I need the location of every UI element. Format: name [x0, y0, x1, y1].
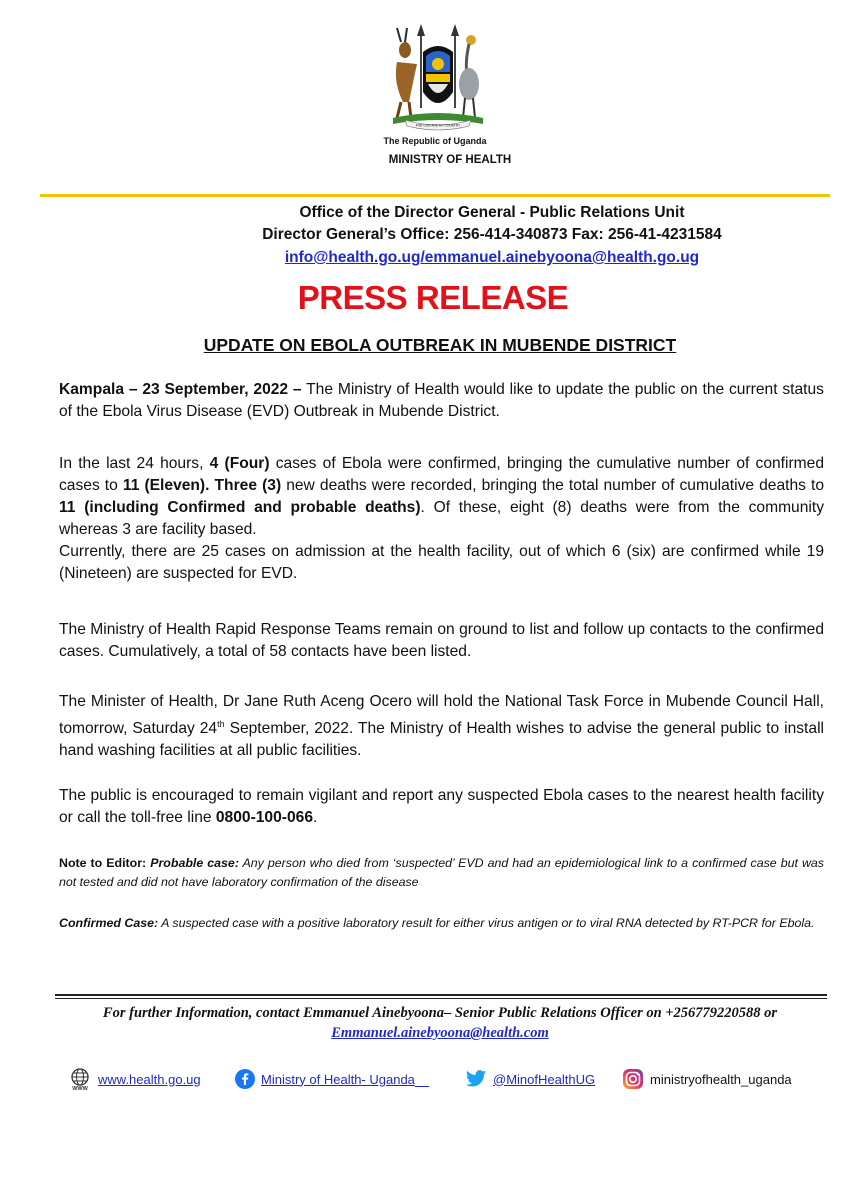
social-web[interactable]: [68, 1067, 201, 1091]
footer-divider-bottom: [55, 998, 827, 999]
office-line-2: Director General’s Office: 256-414-340873 Fax: 256-41-4231584: [262, 226, 722, 243]
paragraph-intro: Kampala – 23 September, 2022 – The Ministry of Health would like to update the public on the current status of the Ebola Virus Disease (EVD) Outbreak in Mubende District.: [59, 381, 824, 420]
footer-contact: For further Information, contact Emmanuel Ainebyoona– Senior Public Relations Officer on +256779220588 or: [102, 1005, 778, 1021]
ministry-label: MINISTRY OF HEALTH: [388, 154, 512, 166]
instagram-handle[interactable]: ministryofhealth_uganda: [650, 1071, 792, 1087]
facebook-link[interactable]: Ministry of Health- Uganda: [261, 1071, 415, 1087]
paragraph-cases: In the last 24 hours, 4 (Four) cases of Ebola were confirmed, bringing the cumulative number of confirmed cases to 11 (Eleven). Three (3) new deaths were recorded, bringing the total number of cumulative deaths to 11 (including Confirmed and probable deaths). Of these, eight (8) deaths were from the community whereas 3 are facility based. Currently, there are 25 cases on admission at the health facility, out of which 6 (six) are confirmed while 19 (Nineteen) are suspected for EVD.: [59, 455, 825, 582]
toll-free-number: 0800-100-066: [215, 809, 313, 826]
website-link[interactable]: www.health.go.ug: [98, 1071, 201, 1087]
globe-www-icon: [68, 1067, 92, 1091]
footer-email-link[interactable]: Emmanuel.ainebyoona@health.com: [331, 1025, 549, 1041]
facebook-icon: [235, 1069, 255, 1089]
office-emails: [0, 248, 850, 268]
dateline: Kampala – 23 September, 2022 –: [59, 381, 302, 398]
footer-divider-top: [55, 994, 827, 996]
instagram-icon: [622, 1068, 644, 1090]
release-heading: UPDATE ON EBOLA OUTBREAK IN MUBENDE DISTRICT: [203, 335, 677, 355]
note-confirmed-case: Confirmed Case: A suspected case with a positive laboratory result for either virus antigen or to viral RNA detected by RT-PCR for Ebola.: [59, 916, 815, 930]
svg-text:WWW: WWW: [72, 1086, 88, 1091]
paragraph-task-force: The Minister of Health, Dr Jane Ruth Aceng Ocero will hold the National Task Force in Mubende Council Hall, tomorrow, Saturday 24th September, 2022. The Ministry of Health wishes to advise the general public to install hand washing facilities at all public facilities.: [59, 693, 824, 760]
twitter-link[interactable]: @MinofHealthUG: [493, 1071, 596, 1087]
footer-email-wrap: [0, 1023, 850, 1043]
social-instagram[interactable]: [622, 1067, 792, 1091]
uganda-coat-of-arms-icon: [383, 22, 493, 134]
press-release-title: PRESS RELEASE: [297, 279, 569, 316]
social-facebook[interactable]: [235, 1067, 429, 1091]
twitter-icon: [465, 1069, 487, 1089]
office-email-link[interactable]: info@health.go.ug/emmanuel.ainebyoona@health.go.ug: [284, 249, 700, 266]
yellow-divider: [40, 194, 830, 197]
paragraph-contacts: The Ministry of Health Rapid Response Teams remain on ground to list and follow up contacts to the confirmed cases. Cumulatively, a total of 58 contacts have been listed.: [59, 621, 824, 660]
paragraph-public-advice: The public is encouraged to remain vigilant and report any suspected Ebola cases to the nearest health facility or call the toll-free line 0800-100-066.: [59, 787, 824, 826]
social-twitter[interactable]: [465, 1067, 595, 1091]
office-line-1: Office of the Director General - Public Relations Unit: [299, 204, 685, 221]
svg-text:FOR GOD AND MY COUNTRY: FOR GOD AND MY COUNTRY: [415, 123, 461, 128]
note-probable-case: Note to Editor: Probable case: Any person who died from ‘suspected’ EVD and had an epidemiological link to a confirmed case but was not tested and did not have laboratory confirmation of the disease: [59, 856, 824, 889]
republic-label: The Republic of Uganda: [383, 136, 487, 146]
